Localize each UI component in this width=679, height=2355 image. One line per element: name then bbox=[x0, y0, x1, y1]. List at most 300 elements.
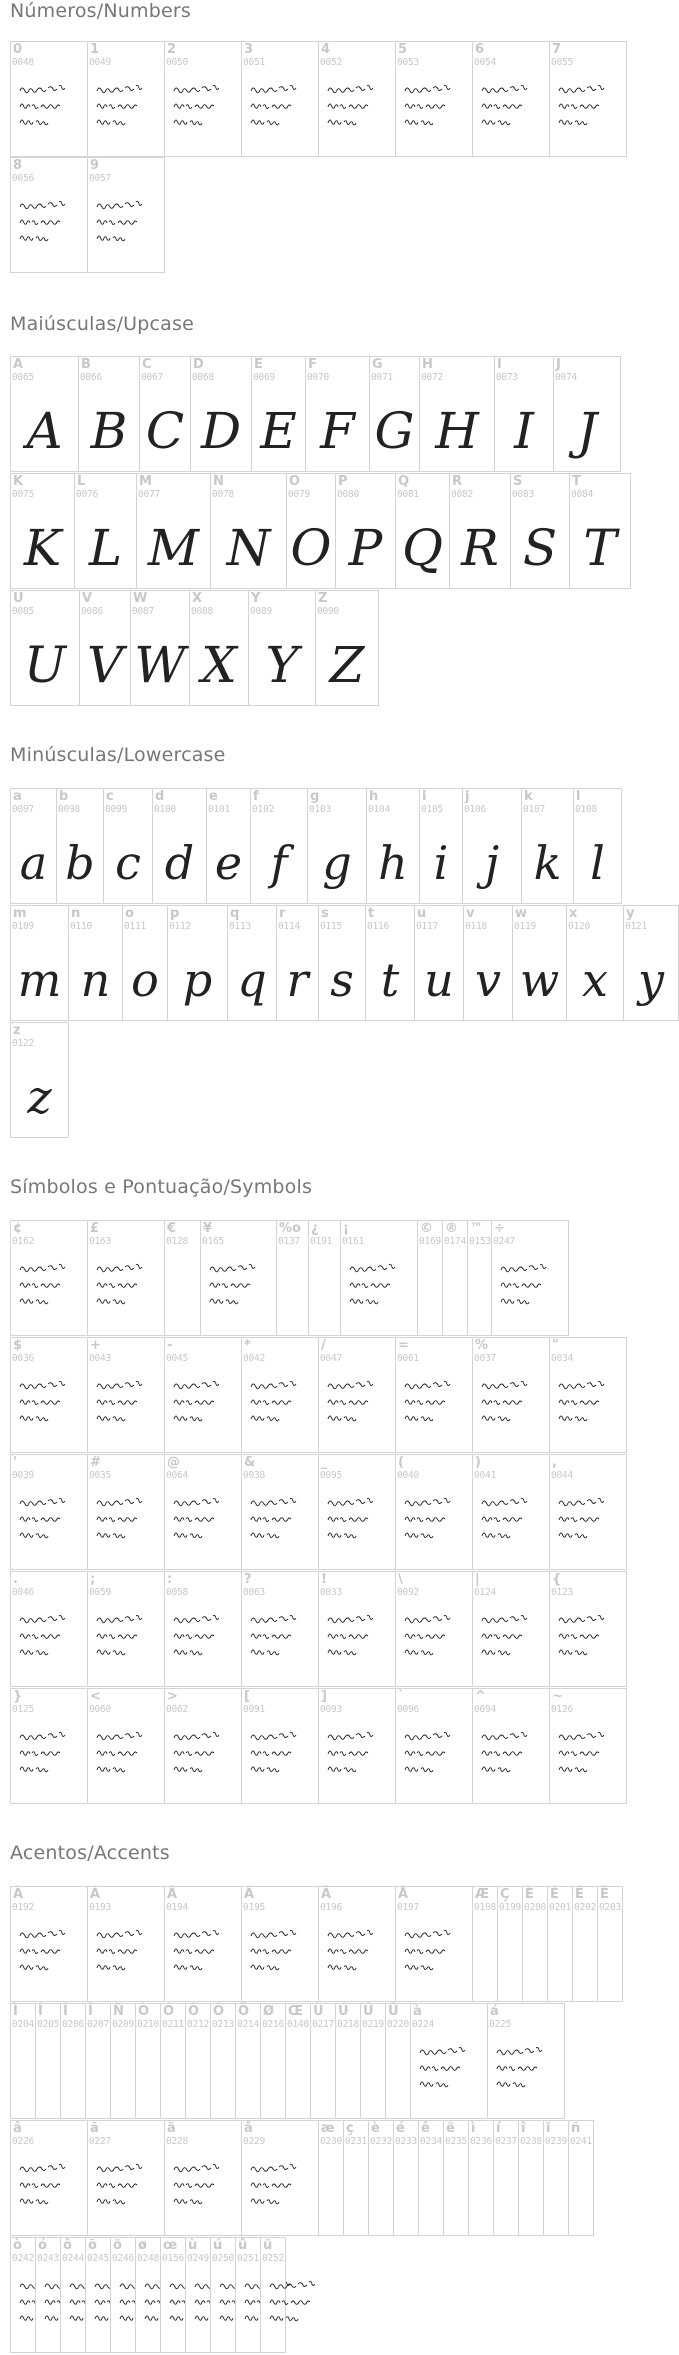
glyph-cell bbox=[190, 356, 252, 472]
glyph-preview: n bbox=[80, 953, 111, 1007]
glyph-cell bbox=[87, 1220, 165, 1336]
glyph-cell bbox=[235, 2003, 261, 2119]
glyph-cell bbox=[276, 905, 319, 1021]
glyph-code-label: 0090 bbox=[317, 606, 340, 617]
glyph-cell bbox=[547, 1886, 573, 2002]
pangram-sample bbox=[556, 1729, 622, 1779]
glyph-cell bbox=[87, 1454, 165, 1570]
glyph-code-label: 0125 bbox=[12, 1704, 35, 1715]
glyph-char-label: ò bbox=[13, 2238, 22, 2253]
glyph-code-label: 0045 bbox=[166, 1353, 189, 1364]
glyph-cell bbox=[573, 788, 622, 904]
glyph-cell bbox=[366, 788, 420, 904]
glyph-cell bbox=[78, 356, 140, 472]
glyph-cell bbox=[276, 1220, 309, 1336]
pangram-sample bbox=[402, 1495, 468, 1545]
glyph-char-label: é bbox=[396, 2121, 405, 2136]
glyph-cell bbox=[315, 590, 379, 706]
pangram-sample bbox=[402, 1612, 468, 1662]
glyph-code-label: 0224 bbox=[412, 2019, 435, 2030]
pangram-sample-icon bbox=[347, 1261, 399, 1311]
glyph-code-label: 0230 bbox=[320, 2136, 343, 2147]
glyph-char-label: E bbox=[254, 357, 263, 372]
pangram-sample-icon bbox=[479, 1612, 531, 1662]
pangram-sample bbox=[94, 1729, 160, 1779]
glyph-code-label: 0217 bbox=[312, 2019, 335, 2030]
glyph-cell bbox=[10, 2120, 88, 2236]
pangram-sample bbox=[171, 1927, 237, 1977]
pangram-sample bbox=[94, 1378, 160, 1428]
pangram-sample bbox=[479, 1378, 545, 1428]
pangram-sample-icon bbox=[325, 82, 377, 132]
glyph-cell bbox=[164, 2120, 242, 2236]
glyph-cell bbox=[56, 788, 104, 904]
glyph-char-label: : bbox=[167, 1572, 173, 1587]
glyph-cell bbox=[395, 1886, 473, 2002]
glyph-char-label: Î bbox=[63, 2004, 68, 2019]
glyph-code-label: 0095 bbox=[320, 1470, 343, 1481]
glyph-preview: x bbox=[582, 953, 608, 1007]
glyph-cell bbox=[568, 2120, 594, 2236]
pangram-sample-icon bbox=[94, 198, 146, 248]
glyph-code-label: 0233 bbox=[395, 2136, 418, 2147]
glyph-code-label: 0228 bbox=[166, 2136, 189, 2147]
glyph-cell bbox=[318, 1688, 396, 1804]
glyph-code-label: 0082 bbox=[451, 489, 474, 500]
glyph-char-label: R bbox=[452, 474, 463, 489]
glyph-char-label: Í bbox=[38, 2004, 43, 2019]
pangram-sample-icon bbox=[248, 2161, 300, 2211]
glyph-cell bbox=[103, 788, 153, 904]
symbols-row bbox=[10, 1337, 626, 1453]
pangram-sample-icon bbox=[17, 1612, 69, 1662]
pangram-sample bbox=[325, 1729, 391, 1779]
glyph-preview: a bbox=[19, 836, 48, 890]
pangram-sample-icon bbox=[402, 1612, 454, 1662]
glyph-preview: s bbox=[330, 953, 354, 1007]
glyph-preview: f bbox=[270, 836, 288, 890]
glyph-char-label: T bbox=[572, 474, 581, 489]
pangram-sample-icon bbox=[94, 82, 146, 132]
glyph-char-label: h bbox=[369, 789, 379, 804]
pangram-sample bbox=[17, 82, 83, 132]
glyph-char-label: ä bbox=[167, 2121, 176, 2136]
glyph-cell bbox=[60, 2003, 86, 2119]
pangram-sample bbox=[171, 1729, 237, 1779]
pangram-sample bbox=[556, 82, 622, 132]
glyph-code-label: 0093 bbox=[320, 1704, 343, 1715]
glyph-char-label: H bbox=[422, 357, 433, 372]
glyph-char-label: õ bbox=[88, 2238, 97, 2253]
glyph-cell bbox=[87, 1571, 165, 1687]
glyph-cell bbox=[164, 1454, 242, 1570]
glyph-char-label: ë bbox=[446, 2121, 455, 2136]
glyph-char-label: X bbox=[192, 591, 203, 606]
glyph-code-label: 0043 bbox=[89, 1353, 112, 1364]
glyph-code-label: 0112 bbox=[169, 921, 192, 932]
pangram-sample-icon bbox=[248, 1378, 300, 1428]
glyph-code-label: 0226 bbox=[12, 2136, 35, 2147]
glyph-cell bbox=[549, 1337, 627, 1453]
glyph-code-label: 0116 bbox=[367, 921, 390, 932]
glyph-cell bbox=[463, 905, 513, 1021]
glyph-preview: K bbox=[23, 519, 62, 577]
glyph-code-label: 0206 bbox=[62, 2019, 85, 2030]
glyph-char-label: Â bbox=[167, 1887, 178, 1902]
glyph-char-label: x bbox=[569, 906, 578, 921]
pangram-sample-icon bbox=[17, 1261, 69, 1311]
symbols-row bbox=[10, 1454, 626, 1570]
glyph-cell bbox=[251, 356, 306, 472]
glyph-char-label: ú bbox=[213, 2238, 223, 2253]
pangram-sample bbox=[479, 1729, 545, 1779]
glyph-char-label: < bbox=[90, 1689, 101, 1704]
glyph-code-label: 0038 bbox=[243, 1470, 266, 1481]
pangram-sample-icon bbox=[479, 1729, 531, 1779]
glyph-preview: e bbox=[214, 836, 243, 890]
pangram-sample-icon bbox=[402, 1378, 454, 1428]
glyph-code-label: 0162 bbox=[12, 1236, 35, 1247]
glyph-code-label: 0248 bbox=[137, 2253, 160, 2264]
pangram-sample-icon bbox=[17, 1495, 69, 1545]
glyph-code-label: 0065 bbox=[12, 372, 35, 383]
glyph-cell bbox=[167, 905, 228, 1021]
glyph-char-label: q bbox=[230, 906, 240, 921]
glyph-code-label: 0117 bbox=[416, 921, 439, 932]
glyph-cell bbox=[318, 1886, 396, 2002]
glyph-code-label: 0244 bbox=[62, 2253, 85, 2264]
pangram-sample bbox=[248, 1378, 314, 1428]
glyph-char-label: ¡ bbox=[343, 1221, 349, 1236]
pangram-sample bbox=[325, 1495, 391, 1545]
glyph-cell bbox=[318, 2120, 344, 2236]
glyph-code-label: 0079 bbox=[288, 489, 311, 500]
pangram-sample bbox=[171, 82, 237, 132]
glyph-char-label: Ë bbox=[600, 1887, 609, 1902]
glyph-code-label: 0086 bbox=[81, 606, 104, 617]
glyph-cell bbox=[493, 2120, 519, 2236]
glyph-code-label: 0070 bbox=[307, 372, 330, 383]
pangram-sample-icon bbox=[171, 1495, 223, 1545]
glyph-cell bbox=[200, 1220, 277, 1336]
glyph-code-label: 0174 bbox=[444, 1236, 467, 1247]
pangram-sample-icon bbox=[248, 1495, 300, 1545]
glyph-code-label: 0211 bbox=[162, 2019, 185, 2030]
glyph-cell bbox=[566, 905, 624, 1021]
glyph-cell bbox=[497, 1886, 523, 2002]
pangram-sample bbox=[171, 2161, 237, 2211]
pangram-sample-icon bbox=[556, 1378, 608, 1428]
glyph-cell bbox=[189, 590, 249, 706]
pangram-sample-icon bbox=[325, 1729, 377, 1779]
glyph-preview: W bbox=[134, 636, 186, 694]
pangram-sample-icon bbox=[94, 1495, 146, 1545]
pangram-sample-icon bbox=[17, 1927, 69, 1977]
glyph-char-label: e bbox=[209, 789, 218, 804]
glyph-preview: N bbox=[226, 519, 271, 577]
glyph-cell bbox=[468, 2120, 494, 2236]
glyph-code-label: 0047 bbox=[320, 1353, 343, 1364]
glyph-char-label: p bbox=[170, 906, 180, 921]
glyph-code-label: 0194 bbox=[166, 1902, 189, 1913]
pangram-sample-icon bbox=[171, 1729, 223, 1779]
glyph-cell bbox=[164, 1571, 242, 1687]
glyph-cell bbox=[152, 788, 207, 904]
glyph-char-label: # bbox=[90, 1455, 101, 1470]
glyph-char-label: û bbox=[238, 2238, 248, 2253]
glyph-code-label: 0205 bbox=[37, 2019, 60, 2030]
glyph-code-label: 0110 bbox=[70, 921, 93, 932]
glyph-code-label: 0169 bbox=[419, 1236, 442, 1247]
glyph-code-label: 0140 bbox=[287, 2019, 310, 2030]
pangram-sample bbox=[479, 82, 545, 132]
glyph-code-label: 0250 bbox=[212, 2253, 235, 2264]
glyph-code-label: 0161 bbox=[342, 1236, 365, 1247]
glyph-char-label: ? bbox=[244, 1572, 252, 1587]
glyph-code-label: 0247 bbox=[493, 1236, 516, 1247]
glyph-code-label: 0216 bbox=[262, 2019, 285, 2030]
pangram-sample bbox=[167, 2278, 181, 2328]
section-title-lowercase: Minúsculas/Lowercase bbox=[10, 744, 226, 766]
glyph-code-label: 0044 bbox=[551, 1470, 574, 1481]
glyph-cell bbox=[10, 2003, 36, 2119]
pangram-sample-icon bbox=[17, 2161, 69, 2211]
glyph-code-label: 0214 bbox=[237, 2019, 260, 2030]
glyph-preview: D bbox=[200, 402, 242, 460]
glyph-code-label: 0115 bbox=[320, 921, 343, 932]
glyph-char-label: u bbox=[417, 906, 427, 921]
lowercase-row bbox=[10, 905, 678, 1021]
pangram-sample bbox=[347, 1261, 413, 1311]
pangram-sample bbox=[171, 1378, 237, 1428]
glyph-cell bbox=[164, 1220, 201, 1336]
glyph-code-label: 0071 bbox=[371, 372, 394, 383]
glyph-char-label: ü bbox=[263, 2238, 273, 2253]
glyph-code-label: 0193 bbox=[89, 1902, 112, 1913]
pangram-sample bbox=[171, 1495, 237, 1545]
glyph-cell bbox=[241, 1454, 319, 1570]
glyph-preview: Q bbox=[402, 519, 443, 577]
glyph-char-label: É bbox=[550, 1887, 559, 1902]
glyph-cell bbox=[549, 1688, 627, 1804]
glyph-char-label: A bbox=[13, 357, 24, 372]
glyph-char-label: 1 bbox=[90, 42, 100, 57]
glyph-code-label: 0128 bbox=[166, 1236, 189, 1247]
glyph-code-label: 0089 bbox=[250, 606, 273, 617]
glyph-cell bbox=[10, 356, 79, 472]
glyph-code-label: 0137 bbox=[278, 1236, 301, 1247]
glyph-cell bbox=[395, 473, 450, 589]
pangram-sample bbox=[94, 82, 160, 132]
glyph-code-label: 0048 bbox=[12, 57, 35, 68]
pangram-sample bbox=[479, 1612, 545, 1662]
glyph-char-label: > bbox=[167, 1689, 178, 1704]
glyph-preview: t bbox=[380, 953, 400, 1007]
glyph-char-label: Ú bbox=[338, 2004, 349, 2019]
glyph-char-label: c bbox=[106, 789, 114, 804]
glyph-char-label: à bbox=[413, 2004, 422, 2019]
glyph-code-label: 0123 bbox=[551, 1587, 574, 1598]
glyph-code-label: 0088 bbox=[191, 606, 214, 617]
glyph-cell bbox=[569, 473, 631, 589]
glyph-char-label: 2 bbox=[167, 42, 177, 57]
glyph-cell bbox=[472, 1337, 550, 1453]
glyph-char-label: 3 bbox=[244, 42, 254, 57]
glyph-char-label: Ó bbox=[163, 2004, 175, 2019]
glyph-char-label: È bbox=[525, 1887, 534, 1902]
pangram-sample bbox=[17, 1495, 83, 1545]
glyph-char-label: k bbox=[524, 789, 533, 804]
glyph-char-label: f bbox=[253, 789, 259, 804]
glyph-cell bbox=[164, 41, 242, 157]
glyph-char-label: ™ bbox=[470, 1221, 483, 1236]
glyph-code-label: 0108 bbox=[575, 804, 598, 815]
glyph-char-label: N bbox=[213, 474, 224, 489]
glyph-char-label: F bbox=[308, 357, 317, 372]
glyph-char-label: Ö bbox=[238, 2004, 250, 2019]
glyph-code-label: 0203 bbox=[599, 1902, 622, 1913]
pangram-sample bbox=[217, 2278, 231, 2328]
glyph-cell bbox=[135, 2003, 161, 2119]
glyph-char-label: i bbox=[422, 789, 427, 804]
pangram-sample bbox=[17, 2161, 83, 2211]
glyph-char-label: { bbox=[552, 1572, 562, 1587]
pangram-sample-icon bbox=[94, 1261, 146, 1311]
glyph-cell bbox=[442, 1220, 468, 1336]
glyph-code-label: 0165 bbox=[202, 1236, 225, 1247]
glyph-cell bbox=[164, 1886, 242, 2002]
pangram-sample-icon bbox=[171, 1927, 223, 1977]
glyph-code-label: 0218 bbox=[337, 2019, 360, 2030]
glyph-code-label: 0225 bbox=[489, 2019, 512, 2030]
glyph-code-label: 0199 bbox=[499, 1902, 522, 1913]
pangram-sample bbox=[248, 1612, 314, 1662]
pangram-sample bbox=[556, 1495, 622, 1545]
pangram-sample bbox=[267, 2278, 281, 2328]
glyph-code-label: 0234 bbox=[420, 2136, 443, 2147]
glyph-char-label: [ bbox=[244, 1689, 250, 1704]
glyph-code-label: 0035 bbox=[89, 1470, 112, 1481]
glyph-preview: o bbox=[131, 953, 159, 1007]
pangram-sample bbox=[92, 2278, 106, 2328]
glyph-preview: S bbox=[522, 519, 558, 577]
glyph-preview: Z bbox=[329, 636, 365, 694]
glyph-cell bbox=[462, 788, 522, 904]
glyph-char-label: á bbox=[490, 2004, 499, 2019]
glyph-code-label: 0051 bbox=[243, 57, 266, 68]
glyph-code-label: 0120 bbox=[568, 921, 591, 932]
glyph-code-label: 0105 bbox=[421, 804, 444, 815]
glyph-char-label: ì bbox=[471, 2121, 476, 2136]
glyph-code-label: 0242 bbox=[12, 2253, 35, 2264]
glyph-char-label: %o bbox=[279, 1221, 301, 1236]
glyph-char-label: Ô bbox=[188, 2004, 200, 2019]
pangram-sample-icon bbox=[207, 1261, 259, 1311]
glyph-cell bbox=[623, 905, 679, 1021]
glyph-cell bbox=[10, 1022, 69, 1138]
glyph-preview: w bbox=[519, 953, 560, 1007]
glyph-preview: B bbox=[90, 402, 128, 460]
glyph-char-label: t bbox=[368, 906, 375, 921]
pangram-sample-icon bbox=[94, 1378, 146, 1428]
pangram-sample-icon bbox=[248, 1612, 300, 1662]
pangram-sample bbox=[67, 2278, 81, 2328]
glyph-preview: r bbox=[286, 953, 309, 1007]
glyph-char-label: æ bbox=[321, 2121, 335, 2136]
glyph-code-label: 0101 bbox=[208, 804, 231, 815]
pangram-sample bbox=[325, 1927, 391, 1977]
glyph-char-label: ! bbox=[321, 1572, 327, 1587]
glyph-code-label: 0201 bbox=[549, 1902, 572, 1913]
glyph-code-label: 0235 bbox=[445, 2136, 468, 2147]
glyph-cell bbox=[185, 2237, 211, 2353]
glyph-cell bbox=[449, 473, 511, 589]
glyph-char-label: ê bbox=[421, 2121, 430, 2136]
glyph-cell bbox=[510, 473, 570, 589]
glyph-preview: m bbox=[17, 953, 62, 1007]
glyph-char-label: y bbox=[626, 906, 635, 921]
glyph-code-label: 0091 bbox=[243, 1704, 266, 1715]
glyph-code-label: 0098 bbox=[58, 804, 81, 815]
glyph-cell bbox=[487, 2003, 565, 2119]
glyph-code-label: 0252 bbox=[262, 2253, 285, 2264]
glyph-char-label: U bbox=[13, 591, 24, 606]
glyph-cell bbox=[10, 590, 80, 706]
glyph-cell bbox=[74, 473, 137, 589]
accents-row bbox=[10, 2003, 564, 2119]
glyph-cell bbox=[340, 1220, 418, 1336]
glyph-code-label: 0121 bbox=[625, 921, 648, 932]
glyph-cell bbox=[35, 2237, 61, 2353]
glyph-code-label: 0063 bbox=[243, 1587, 266, 1598]
section-title-symbols: Símbolos e Pontuação/Symbols bbox=[10, 1176, 313, 1198]
pangram-sample bbox=[94, 2161, 160, 2211]
glyph-char-label: Ò bbox=[138, 2004, 150, 2019]
glyph-code-label: 0200 bbox=[524, 1902, 547, 1913]
glyph-cell bbox=[419, 356, 495, 472]
glyph-cell bbox=[241, 2120, 319, 2236]
glyph-cell bbox=[393, 2120, 419, 2236]
pangram-sample-icon bbox=[248, 1927, 300, 1977]
glyph-code-label: 0060 bbox=[89, 1704, 112, 1715]
pangram-sample bbox=[171, 1612, 237, 1662]
glyph-code-label: 0191 bbox=[310, 1236, 333, 1247]
glyph-preview: V bbox=[86, 636, 124, 694]
glyph-char-label: , bbox=[552, 1455, 557, 1470]
glyph-char-label: " bbox=[552, 1338, 559, 1353]
symbols-row bbox=[10, 1220, 568, 1336]
pangram-sample bbox=[402, 1927, 468, 1977]
glyph-code-label: 0236 bbox=[470, 2136, 493, 2147]
glyph-char-label: d bbox=[155, 789, 165, 804]
glyph-preview: y bbox=[638, 953, 664, 1007]
glyph-code-label: 0087 bbox=[132, 606, 155, 617]
glyph-cell bbox=[10, 473, 75, 589]
glyph-char-label: ' bbox=[13, 1455, 17, 1470]
upcase-row bbox=[10, 590, 378, 706]
glyph-cell bbox=[472, 1886, 498, 2002]
glyph-code-label: 0231 bbox=[345, 2136, 368, 2147]
pangram-sample bbox=[17, 198, 83, 248]
glyph-code-label: 0220 bbox=[387, 2019, 410, 2030]
glyph-char-label: ; bbox=[90, 1572, 96, 1587]
glyph-char-label: r bbox=[279, 906, 286, 921]
glyph-preview: Y bbox=[265, 636, 299, 694]
glyph-char-label: Å bbox=[398, 1887, 409, 1902]
glyph-char-label: ^ bbox=[475, 1689, 486, 1704]
glyph-char-label: \ bbox=[398, 1572, 403, 1587]
glyph-cell bbox=[110, 2003, 136, 2119]
